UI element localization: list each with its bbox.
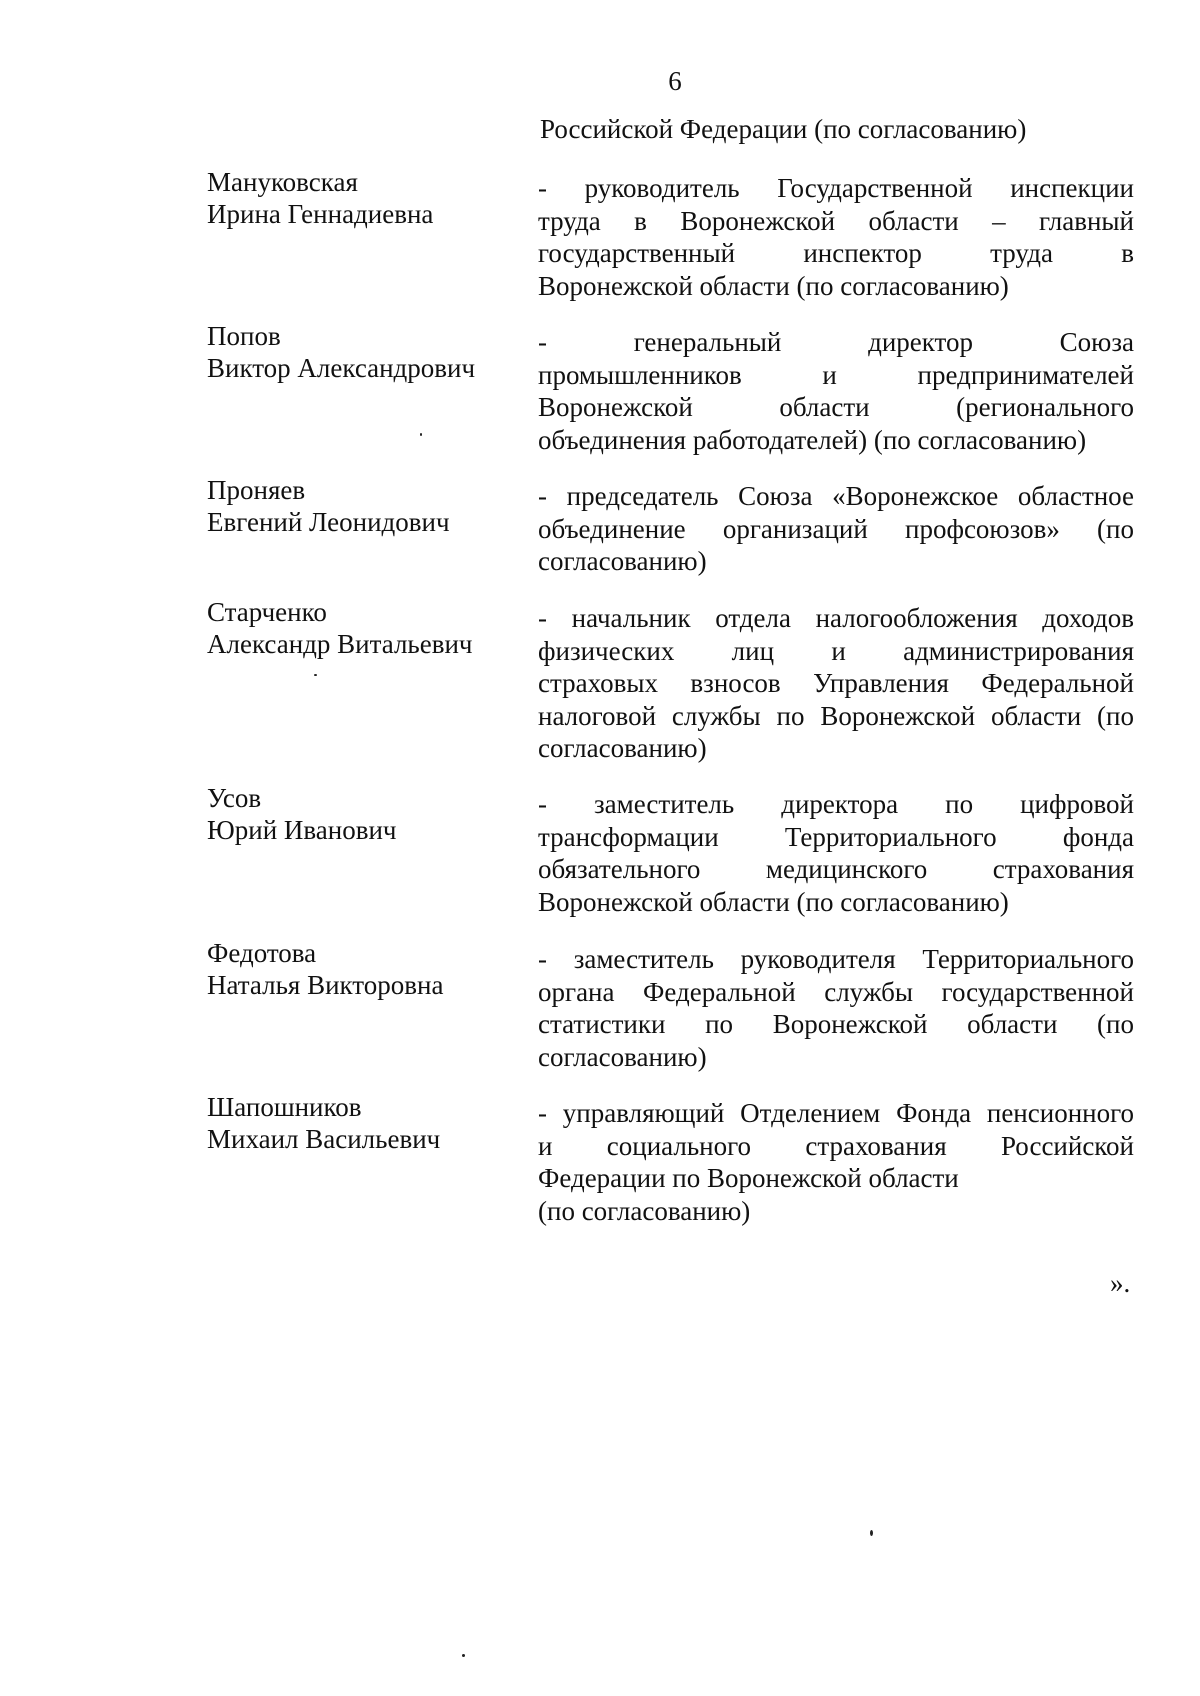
member-surname: Старченко	[207, 597, 327, 627]
role-line: - руководитель Государственной инспекции	[538, 173, 1134, 203]
role-line: согласованию)	[538, 1041, 707, 1072]
member-name	[207, 166, 527, 230]
role-line: - управляющий Отделением Фонда пенсионного	[538, 1098, 1134, 1128]
role-line: статистики по Воронежской области (по	[538, 1009, 1134, 1039]
scan-speck	[870, 1530, 873, 1536]
member-role	[538, 1097, 1134, 1227]
role-line: Федерации по Воронежской области	[538, 1163, 959, 1193]
member-surname: Шапошников	[207, 1092, 362, 1122]
member-name	[207, 474, 527, 538]
continuation-text: Российской Федерации (по согласованию)	[540, 114, 1027, 144]
role-line: труда в Воронежской области – главный	[538, 205, 1134, 236]
scan-speck	[314, 674, 317, 676]
member-given-name: Юрий Иванович	[207, 815, 397, 845]
member-surname: Федотова	[207, 938, 317, 968]
role-line: промышленников и предпринимателей	[538, 359, 1134, 390]
role-line: Воронежской области (по согласованию)	[538, 886, 1009, 917]
role-line: - заместитель руководителя Территориального	[538, 944, 1134, 974]
member-given-name: Ирина Геннадиевна	[207, 199, 434, 229]
role-line: объединения работодателей) (по согласованию)	[538, 424, 1087, 455]
member-surname: Мануковская	[207, 167, 358, 197]
member-given-name: Наталья Викторовна	[207, 970, 444, 1000]
member-name	[207, 596, 527, 660]
role-line: объединение организаций профсоюзов» (по	[538, 513, 1134, 544]
role-line: физических лиц и администрирования	[538, 635, 1134, 666]
member-given-name: Александр Витальевич	[207, 629, 473, 659]
member-name	[207, 782, 527, 846]
member-role	[538, 943, 1134, 1073]
member-name	[207, 320, 527, 384]
member-role	[538, 172, 1134, 302]
role-line: налоговой службы по Воронежской области (по	[538, 700, 1134, 731]
role-line: страховых взносов Управления Федеральной	[538, 668, 1134, 698]
role-line: - начальник отдела налогообложения доходов	[538, 603, 1134, 633]
member-surname: Проняев	[207, 475, 306, 505]
member-role	[538, 326, 1134, 456]
member-name	[207, 1091, 527, 1155]
member-role	[538, 788, 1134, 918]
role-line: и социального страхования Российской	[538, 1130, 1134, 1161]
role-line: согласованию)	[538, 546, 707, 576]
closing-quote: ».	[1110, 1268, 1131, 1298]
role-line: трансформации Территориального фонда	[538, 821, 1134, 852]
role-line: согласованию)	[538, 733, 707, 763]
scan-speck	[420, 433, 422, 436]
role-line: Воронежской области (регионального	[538, 392, 1134, 422]
member-given-name: Виктор Александрович	[207, 353, 476, 383]
member-role	[538, 480, 1134, 578]
role-line: органа Федеральной службы государственной	[538, 976, 1134, 1007]
page-number: 6	[668, 66, 682, 96]
member-surname: Усов	[207, 783, 262, 813]
member-role	[538, 602, 1134, 765]
scan-speck	[462, 1654, 465, 1657]
role-line: - председатель Союза «Воронежское областное	[538, 481, 1134, 511]
member-name	[207, 937, 527, 1001]
role-line: Воронежской области (по согласованию)	[538, 270, 1009, 301]
member-given-name: Евгений Леонидович	[207, 507, 450, 537]
member-surname: Попов	[207, 321, 281, 351]
member-given-name: Михаил Васильевич	[207, 1124, 441, 1154]
role-line: обязательного медицинского страхования	[538, 854, 1134, 884]
role-line: - заместитель директора по цифровой	[538, 789, 1134, 819]
role-line: государственный инспектор труда в	[538, 238, 1134, 268]
role-line: - генеральный директор Союза	[538, 327, 1134, 357]
role-line: (по согласованию)	[538, 1195, 751, 1226]
